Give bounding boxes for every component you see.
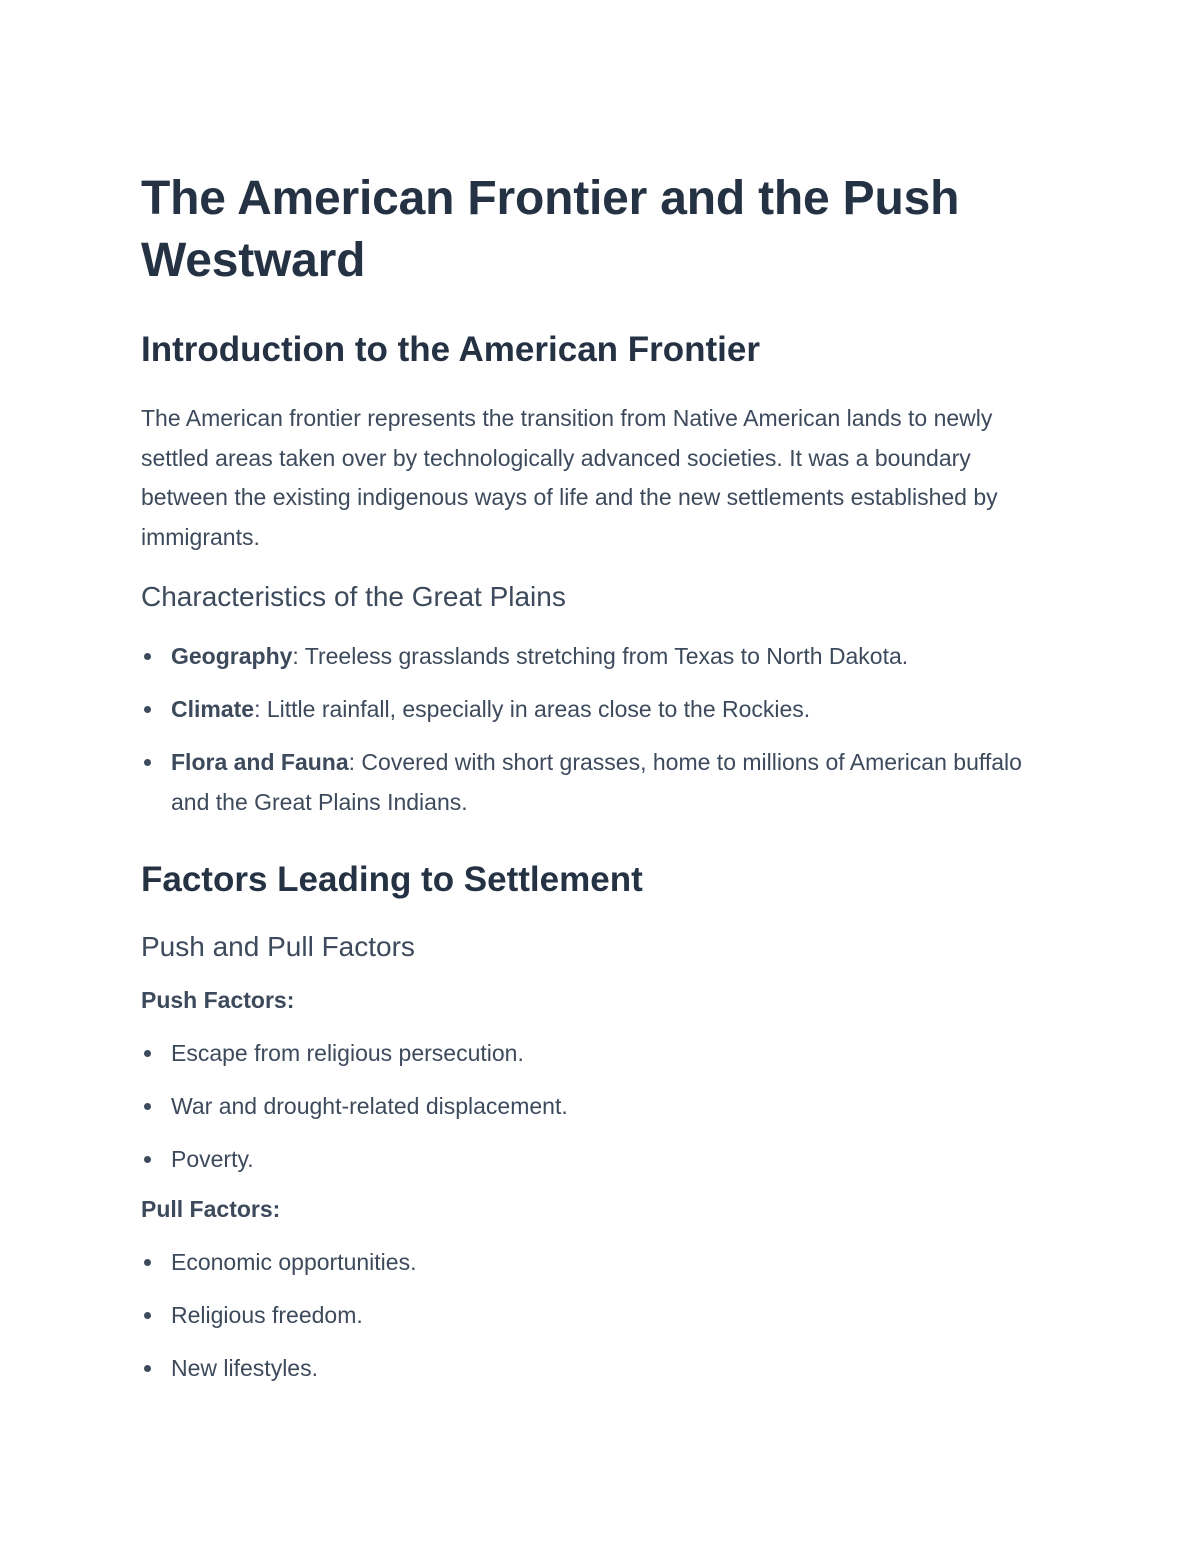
list-item xyxy=(141,1242,1061,1282)
list-item-text: Religious freedom. xyxy=(171,1302,363,1328)
subheading-push-pull: Push and Pull Factors xyxy=(141,931,415,962)
intro-paragraph: The American frontier represents the transition from Native American lands to newly settled areas taken over by technologically advanced societies. It was a boundary between the existing indigenous ways of life and the new settlements established by immigrants. xyxy=(141,405,998,550)
list-item-term: Geography xyxy=(171,643,293,669)
list-item xyxy=(141,1348,1061,1388)
pull-factors-list xyxy=(141,1242,1061,1388)
list-item xyxy=(141,689,1061,729)
bullet-icon xyxy=(144,1259,151,1266)
page-title: The American Frontier and the Push Westward xyxy=(141,172,960,287)
subheading-great-plains: Characteristics of the Great Plains xyxy=(141,581,566,612)
bullet-icon xyxy=(144,706,151,713)
list-item-text: : Little rainfall, especially in areas close to the Rockies. xyxy=(254,696,811,722)
list-item xyxy=(141,1139,1061,1179)
bullet-icon xyxy=(144,1050,151,1057)
list-item-term: Climate xyxy=(171,696,255,722)
list-item-text: Escape from religious persecution. xyxy=(171,1040,524,1066)
list-item xyxy=(141,1295,1061,1335)
list-item xyxy=(141,1033,1061,1073)
bullet-icon xyxy=(144,1103,151,1110)
bullet-icon xyxy=(144,653,151,660)
bullet-icon xyxy=(144,1365,151,1372)
pull-factors-label: Pull Factors: xyxy=(141,1196,281,1222)
list-item-text: Economic opportunities. xyxy=(171,1249,417,1275)
list-item xyxy=(141,636,1061,676)
list-item-text: : Treeless grasslands stretching from Texas to North Dakota. xyxy=(292,643,909,669)
list-item-text: Poverty. xyxy=(171,1146,254,1172)
section-heading-settlement: Factors Leading to Settlement xyxy=(141,860,643,899)
push-factors-list xyxy=(141,1033,1061,1179)
list-item-term: Flora and Fauna xyxy=(171,749,349,775)
list-item xyxy=(141,742,1061,822)
bullet-icon xyxy=(144,759,151,766)
list-item-text: : Covered with short grasses, home to millions of American buffalo and the Great Plains Indians. xyxy=(171,749,1022,815)
list-item-text: New lifestyles. xyxy=(171,1355,318,1381)
list-item-text: War and drought-related displacement. xyxy=(171,1093,568,1119)
great-plains-list xyxy=(141,636,1061,822)
bullet-icon xyxy=(144,1156,151,1163)
bullet-icon xyxy=(144,1312,151,1319)
list-item xyxy=(141,1086,1061,1126)
document-page xyxy=(141,168,1061,1388)
section-heading-intro: Introduction to the American Frontier xyxy=(141,330,760,369)
push-factors-label: Push Factors: xyxy=(141,987,295,1013)
